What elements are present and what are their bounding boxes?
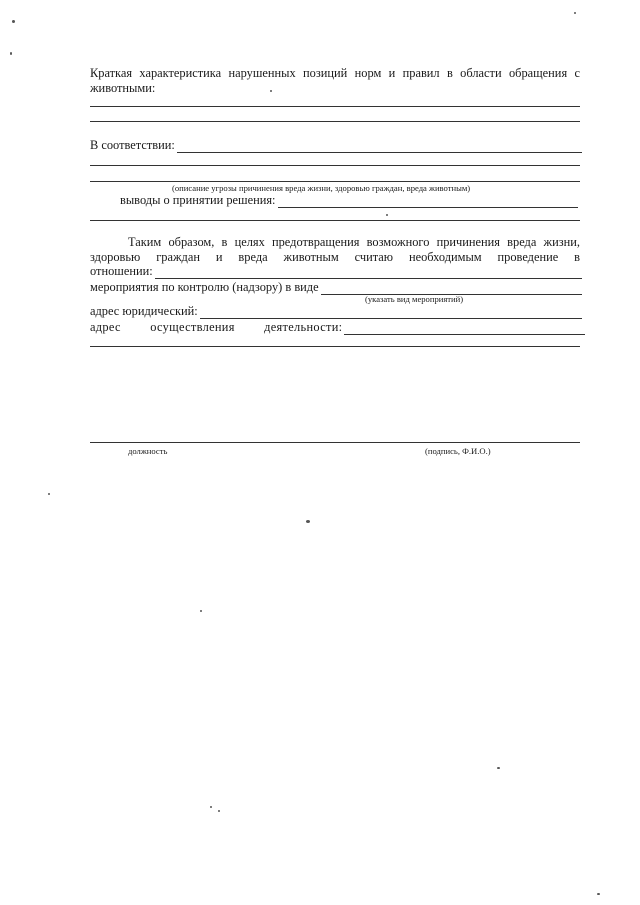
decision-row [120,193,578,208]
conclusion-line-2: здоровью граждан и вреда животным считаю необходимым проведение в [90,250,580,264]
decision-line-2[interactable] [90,220,580,221]
measures-row [90,280,582,295]
activity-address-line-2[interactable] [90,346,580,347]
scan-speck [200,610,202,612]
subject-field[interactable] [155,266,582,279]
legal-address-row [90,304,582,319]
scan-speck [218,810,220,812]
activity-address-row [90,320,585,335]
measures-caption: (указать вид мероприятий) [365,294,464,304]
accordance-row [90,138,582,153]
legal-address-label: адрес юридический: [90,304,198,318]
violations-heading: Краткая характеристика нарушенных позиций норм и правил в области обращения с животными: [90,66,580,95]
accordance-label: В соответствии: [90,138,175,152]
scan-speck [386,214,388,216]
measures-label: мероприятия по контролю (надзору) в виде [90,280,319,294]
violations-line-2[interactable] [90,121,580,122]
legal-address-field[interactable] [200,306,582,319]
violations-line-1[interactable] [90,106,580,107]
threat-caption: (описание угрозы причинения вреда жизни, здоровью граждан, вреда животным) [172,183,471,193]
signature-line[interactable] [90,442,580,443]
scan-speck [306,520,310,523]
accordance-line-2[interactable] [90,165,580,166]
scan-speck [12,20,15,23]
accordance-line-3[interactable] [90,181,580,182]
scan-speck [10,52,12,55]
scan-speck [48,493,50,495]
scan-speck [574,12,576,14]
accordance-field[interactable] [177,140,582,153]
conclusion-line-3: отношении: [90,264,153,278]
scan-speck [210,806,212,808]
conclusion-line-1: Таким образом, в целях предотвращения возможного причинения вреда жизни, [128,235,580,249]
activity-address-field[interactable] [344,322,585,335]
scan-speck [597,893,600,895]
conclusion-block [90,235,580,265]
activity-address-label: адрес осуществления деятельности: [90,320,343,334]
decision-label: выводы о принятии решения: [120,193,276,207]
scan-speck [270,90,272,92]
violations-heading-line1 [90,66,580,96]
scan-speck [497,767,500,769]
conclusion-row [90,264,582,279]
position-caption: должность [128,446,168,456]
decision-field[interactable] [278,195,579,208]
signature-caption: (подпись, Ф.И.О.) [425,446,491,456]
